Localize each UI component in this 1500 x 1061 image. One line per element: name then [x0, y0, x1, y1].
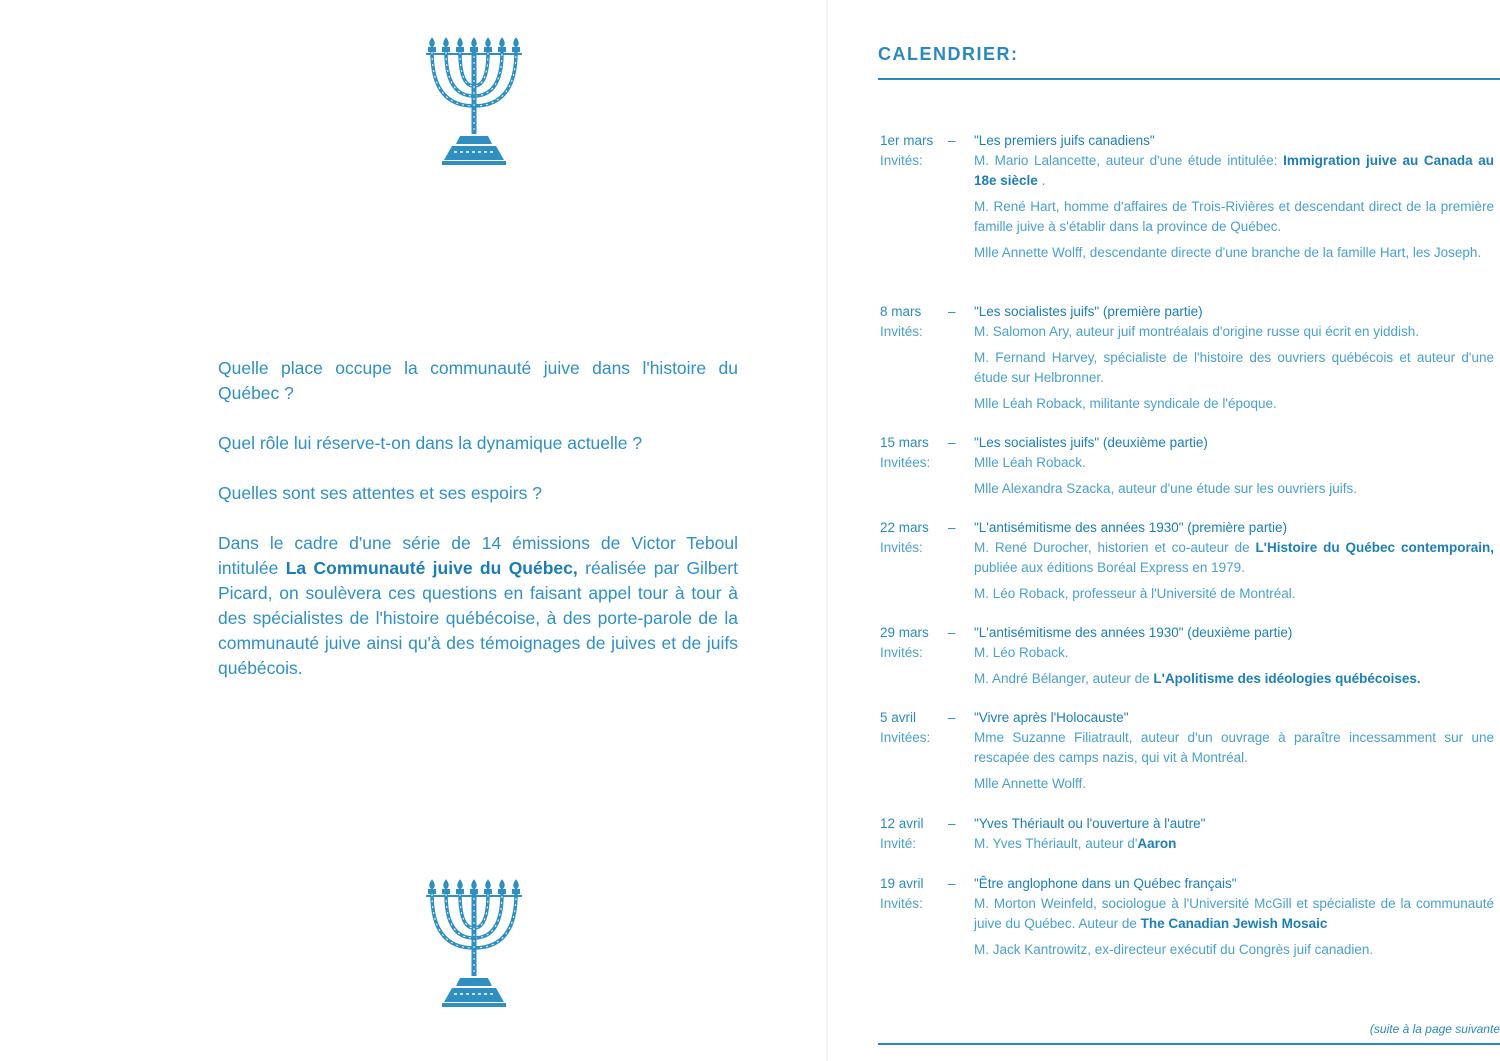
calendar-event — [880, 814, 1494, 860]
event-title: "L'antisémitisme des années 1930" (première partie) — [974, 520, 1288, 535]
guest-text: M. René Durocher, historien et co-auteur de — [974, 540, 1256, 555]
guest-list — [974, 728, 1494, 800]
guest-entry — [974, 197, 1494, 237]
calendar-event — [880, 302, 1494, 420]
guest-list — [974, 894, 1494, 966]
intro-paragraph-end: réalisée par Gilbert Picard, on soulèvera ces questions en faisant appel tour à tour à des spécialistes de l'histoire québécoise, à des porte-parole de la communauté juive ainsi qu'à des témoignages de juives et de juifs québécois. — [218, 558, 738, 678]
event-guests-row — [880, 453, 1494, 505]
event-guests-row — [880, 894, 1494, 966]
event-guests-row — [880, 538, 1494, 610]
intro-text — [218, 356, 738, 706]
event-title: "Yves Thériault ou l'ouverture à l'autre" — [974, 816, 1206, 831]
guest-text: M. Fernand Harvey, spécialiste de l'histoire des ouvriers québécois et auteur d'une étude sur Helbronner. — [974, 350, 1494, 385]
guest-entry — [974, 834, 1494, 854]
event-header — [880, 874, 1494, 894]
intro-paragraph-start: Dans le cadre d'une série de 14 émissions de Victor Teboul intitulée — [218, 533, 738, 578]
guest-role-label: Invités: — [880, 324, 923, 339]
event-dash: – — [948, 625, 956, 640]
guest-role-label: Invités: — [880, 153, 923, 168]
guest-list — [974, 834, 1494, 860]
event-guests-row — [880, 728, 1494, 800]
event-header — [880, 623, 1494, 643]
guest-text: Mlle Alexandra Szacka, auteur d'une étude sur les ouvriers juifs. — [974, 481, 1358, 496]
event-date: 15 mars — [880, 435, 929, 450]
event-dash: – — [948, 304, 956, 319]
guest-role-label: Invités: — [880, 896, 923, 911]
guest-text-tail: publiée aux éditions Boréal Express en 1979. — [974, 560, 1245, 575]
event-date: 12 avril — [880, 816, 924, 831]
intro-question-1: Quelle place occupe la communauté juive dans l'histoire du Québec ? — [218, 358, 738, 403]
guest-text: M. Léo Roback, professeur à l'Université de Montréal. — [974, 586, 1296, 601]
footer-rule — [878, 1043, 1500, 1045]
event-date: 19 avril — [880, 876, 924, 891]
guest-role-label: Invitées: — [880, 730, 931, 745]
calendar-event — [880, 874, 1494, 966]
event-title: "Vivre après l'Holocauste" — [974, 710, 1129, 725]
guest-entry — [974, 453, 1494, 473]
calendar-event — [880, 518, 1494, 610]
calendar-title: CALENDRIER: — [878, 44, 1019, 64]
guest-work-title: L'Histoire du Québec contemporain, — [1255, 540, 1494, 555]
guest-text: M. Morton Weinfeld, sociologue à l'Université McGill et spécialiste de la communauté juive du Québec. Auteur de — [974, 896, 1494, 931]
page-gutter — [826, 0, 828, 1061]
event-header — [880, 131, 1494, 151]
guest-text: M. Yves Thériault, auteur d' — [974, 836, 1138, 851]
event-header — [880, 518, 1494, 538]
event-title: "Les premiers juifs canadiens" — [974, 133, 1155, 148]
calendar-event — [880, 433, 1494, 505]
guest-list — [974, 322, 1494, 420]
intro-question-3: Quelles sont ses attentes et ses espoirs ? — [218, 483, 542, 503]
event-dash: – — [948, 520, 956, 535]
guest-work-title: Aaron — [1137, 836, 1177, 851]
guest-entry — [974, 243, 1494, 263]
calendar-event — [880, 623, 1494, 695]
guest-text: M. André Bélanger, auteur de — [974, 671, 1154, 686]
calendar-event — [880, 708, 1494, 800]
guest-list — [974, 643, 1494, 695]
guest-entry — [974, 728, 1494, 768]
event-title: "Les socialistes juifs" (deuxième partie) — [974, 435, 1208, 450]
event-date: 29 mars — [880, 625, 929, 640]
guest-text: M. Mario Lalancette, auteur d'une étude intitulée: — [974, 153, 1284, 168]
event-dash: – — [948, 435, 956, 450]
intro-paragraph — [218, 531, 738, 681]
guest-text: Mlle Léah Roback. — [974, 455, 1086, 470]
event-header — [880, 433, 1494, 453]
guest-text: M. Jack Kantrowitz, ex-directeur exécutif du Congrès juif canadien. — [974, 942, 1374, 957]
guest-entry — [974, 322, 1494, 342]
event-header — [880, 814, 1494, 834]
intro-question-2: Quel rôle lui réserve-t-on dans la dynamique actuelle ? — [218, 433, 643, 453]
guest-entry — [974, 538, 1494, 578]
guest-role-label: Invitées: — [880, 455, 931, 470]
menorah-icon — [414, 36, 534, 166]
guest-entry — [974, 940, 1494, 960]
guest-entry — [974, 584, 1494, 604]
guest-entry — [974, 348, 1494, 388]
guest-list — [974, 453, 1494, 505]
guest-role-label: Invités: — [880, 540, 923, 555]
event-header — [880, 708, 1494, 728]
event-guests-row — [880, 151, 1494, 269]
title-rule — [878, 78, 1500, 80]
guest-entry — [974, 643, 1494, 663]
guest-role-label: Invités: — [880, 645, 923, 660]
event-title: "Être anglophone dans un Québec français" — [974, 876, 1237, 891]
guest-text-tail: . — [1037, 173, 1046, 188]
guest-text: Mlle Annette Wolff, descendante directe d'une branche de la famille Hart, les Joseph. — [974, 245, 1482, 260]
guest-role-label: Invité: — [880, 836, 917, 851]
menorah-icon — [414, 878, 534, 1008]
event-guests-row — [880, 834, 1494, 860]
event-header — [880, 302, 1494, 322]
event-dash: – — [948, 710, 956, 725]
guest-text: Mlle Annette Wolff. — [974, 776, 1087, 791]
guest-entry — [974, 479, 1494, 499]
event-dash: – — [948, 816, 956, 831]
event-title: "L'antisémitisme des années 1930" (deuxième partie) — [974, 625, 1293, 640]
guest-text: M. Salomon Ary, auteur juif montréalais d'origine russe qui écrit en yiddish. — [974, 324, 1420, 339]
event-date: 22 mars — [880, 520, 929, 535]
guest-entry — [974, 669, 1494, 689]
guest-entry — [974, 894, 1494, 934]
calendar-event — [880, 131, 1494, 269]
series-title: La Communauté juive du Québec, — [285, 558, 578, 578]
guest-entry — [974, 151, 1494, 191]
guest-text: M. Léo Roback. — [974, 645, 1069, 660]
continued-note: (suite à la page suivante — [1369, 1022, 1500, 1036]
guest-entry — [974, 394, 1494, 414]
event-date: 8 mars — [880, 304, 922, 319]
guest-entry — [974, 774, 1494, 794]
event-title: "Les socialistes juifs" (première partie) — [974, 304, 1203, 319]
event-date: 5 avril — [880, 710, 917, 725]
guest-list — [974, 151, 1494, 269]
guest-work-title: L'Apolitisme des idéologies québécoises. — [1153, 671, 1421, 686]
guest-work-title: Immigration juive au Canada au 18e siècle — [974, 153, 1494, 188]
event-dash: – — [948, 876, 956, 891]
guest-list — [974, 538, 1494, 610]
event-date: 1er mars — [880, 133, 934, 148]
event-guests-row — [880, 643, 1494, 695]
event-guests-row — [880, 322, 1494, 420]
guest-work-title: The Canadian Jewish Mosaic — [1140, 916, 1328, 931]
guest-text: M. René Hart, homme d'affaires de Trois-Rivières et descendant direct de la première famille juive à s'établir dans la province de Québec. — [974, 199, 1494, 234]
guest-text: Mme Suzanne Filiatrault, auteur d'un ouvrage à paraître incessamment sur une rescapée des camps nazis, qui vit à Montréal. — [974, 730, 1494, 765]
guest-text: Mlle Léah Roback, militante syndicale de l'époque. — [974, 396, 1277, 411]
event-dash: – — [948, 133, 956, 148]
